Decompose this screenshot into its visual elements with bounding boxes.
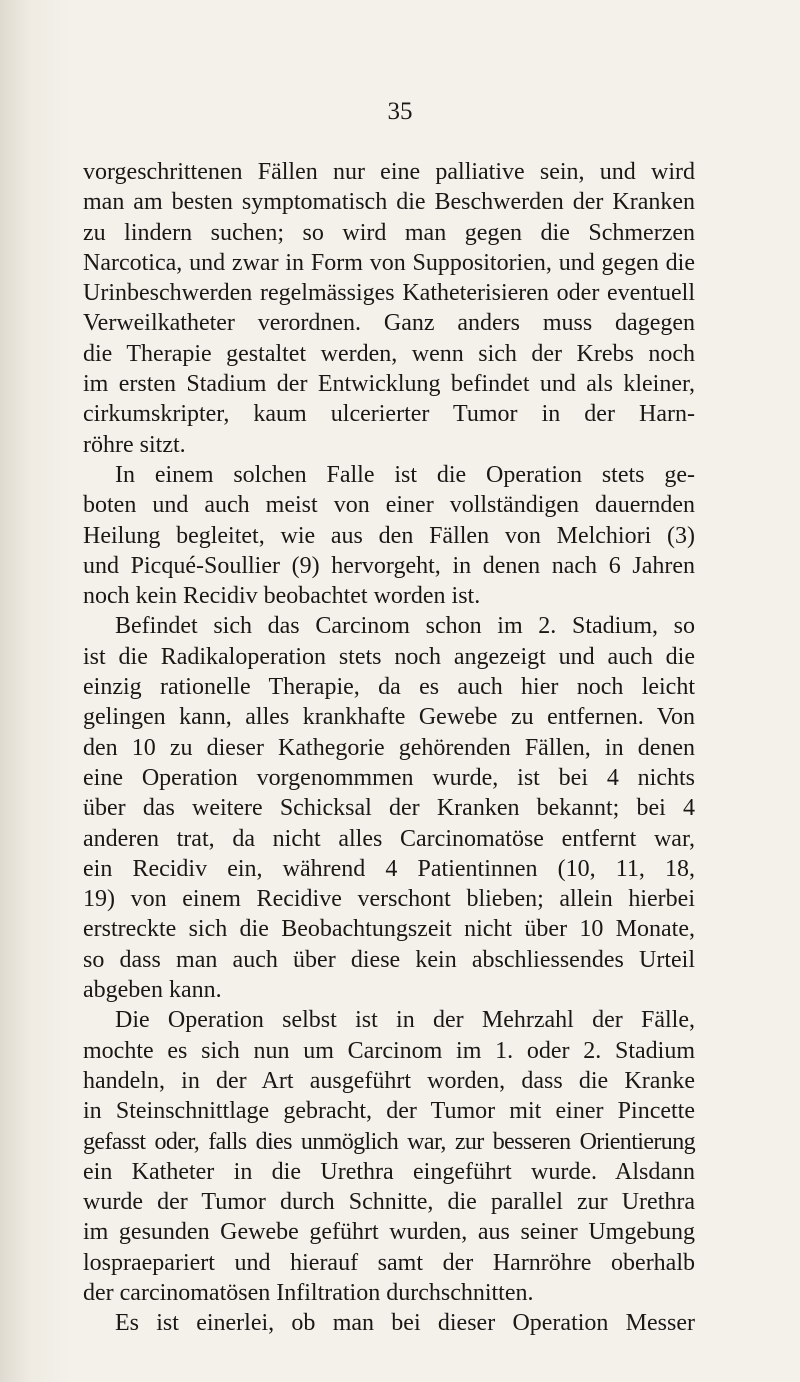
text-line: gelingen kann, alles krankhafte Gewebe zu entfernen. Von xyxy=(83,704,695,731)
text-line: handeln, in der Art ausgeführt worden, dass die Kranke xyxy=(83,1067,695,1094)
text-line: anderen trat, da nicht alles Carcinomatöse entfernt war, xyxy=(83,825,695,852)
text-line: erstreckte sich die Beobachtungszeit nicht über 10 Monate, xyxy=(83,916,695,943)
text-line: boten und auch meist von einer vollständigen dauernden xyxy=(83,492,695,519)
page-number: 35 xyxy=(387,98,413,125)
text-line: ein Recidiv ein, während 4 Patientinnen (10, 11, 18, xyxy=(83,855,695,882)
text-line: gefasst oder, falls dies unmöglich war, zur besseren Orientierung xyxy=(83,1128,695,1155)
text-line: vorgeschrittenen Fällen nur eine palliative sein, und wird xyxy=(83,159,695,185)
text-line: Narcotica, und zwar in Form von Suppositorien, und gegen die xyxy=(83,249,695,276)
text-line: abgeben kann. xyxy=(83,977,222,1004)
text-line: Urinbeschwerden regelmässiges Katheterisieren oder eventuell xyxy=(83,280,695,307)
text-line: im gesunden Gewebe geführt wurden, aus seiner Umgebung xyxy=(83,1219,695,1246)
text-line: man am besten symptomatisch die Beschwerden der Kranken xyxy=(83,189,695,216)
text-line: die Therapie gestaltet werden, wenn sich der Krebs noch xyxy=(83,340,695,367)
text-line: In einem solchen Falle ist die Operation stets ge- xyxy=(115,461,695,488)
text-line: zu lindern suchen; so wird man gegen die Schmerzen xyxy=(83,219,695,246)
text-line: cirkumskripter, kaum ulcerierter Tumor in der Harn- xyxy=(83,401,695,428)
text-line: Befindet sich das Carcinom schon im 2. Stadium, so xyxy=(115,613,695,640)
text-line: in Steinschnittlage gebracht, der Tumor mit einer Pincette xyxy=(83,1098,695,1125)
text-line: wurde der Tumor durch Schnitte, die parallel zur Urethra xyxy=(83,1189,695,1216)
text-line: röhre sitzt. xyxy=(83,431,186,458)
text-line: einzig rationelle Therapie, da es auch hier noch leicht xyxy=(83,674,695,701)
text-line: ist die Radikaloperation stets noch angezeigt und auch die xyxy=(83,643,695,670)
text-line: Verweilkatheter verordnen. Ganz anders muss dagegen xyxy=(83,310,695,337)
text-line: ein Katheter in die Urethra eingeführt wurde. Alsdann xyxy=(83,1158,695,1185)
body-text xyxy=(83,157,695,1339)
text-line: der carcinomatösen Infiltration durchschnitten. xyxy=(83,1279,534,1306)
text-line: im ersten Stadium der Entwicklung befindet und als kleiner, xyxy=(83,371,695,398)
text-line: Die Operation selbst ist in der Mehrzahl der Fälle, xyxy=(115,1007,695,1034)
text-line: Es ist einerlei, ob man bei dieser Operation Messer xyxy=(115,1310,695,1337)
text-line: lospraepariert und hierauf samt der Harnröhre oberhalb xyxy=(83,1249,695,1276)
text-line: mochte es sich nun um Carcinom im 1. oder 2. Stadium xyxy=(83,1037,695,1064)
text-line: so dass man auch über diese kein abschliessendes Urteil xyxy=(83,946,695,973)
text-line: eine Operation vorgenommmen wurde, ist bei 4 nichts xyxy=(83,764,695,791)
text-line: Heilung begleitet, wie aus den Fällen von Melchiori (3) xyxy=(83,522,695,549)
text-line: über das weitere Schicksal der Kranken bekannt; bei 4 xyxy=(83,795,695,822)
text-line: und Picqué-Soullier (9) hervorgeht, in denen nach 6 Jahren xyxy=(83,552,695,579)
text-line: 19) von einem Recidive verschont blieben; allein hierbei xyxy=(83,886,695,913)
text-line: noch kein Recidiv beobachtet worden ist. xyxy=(83,583,481,610)
text-line: den 10 zu dieser Kathegorie gehörenden Fällen, in denen xyxy=(83,734,695,761)
